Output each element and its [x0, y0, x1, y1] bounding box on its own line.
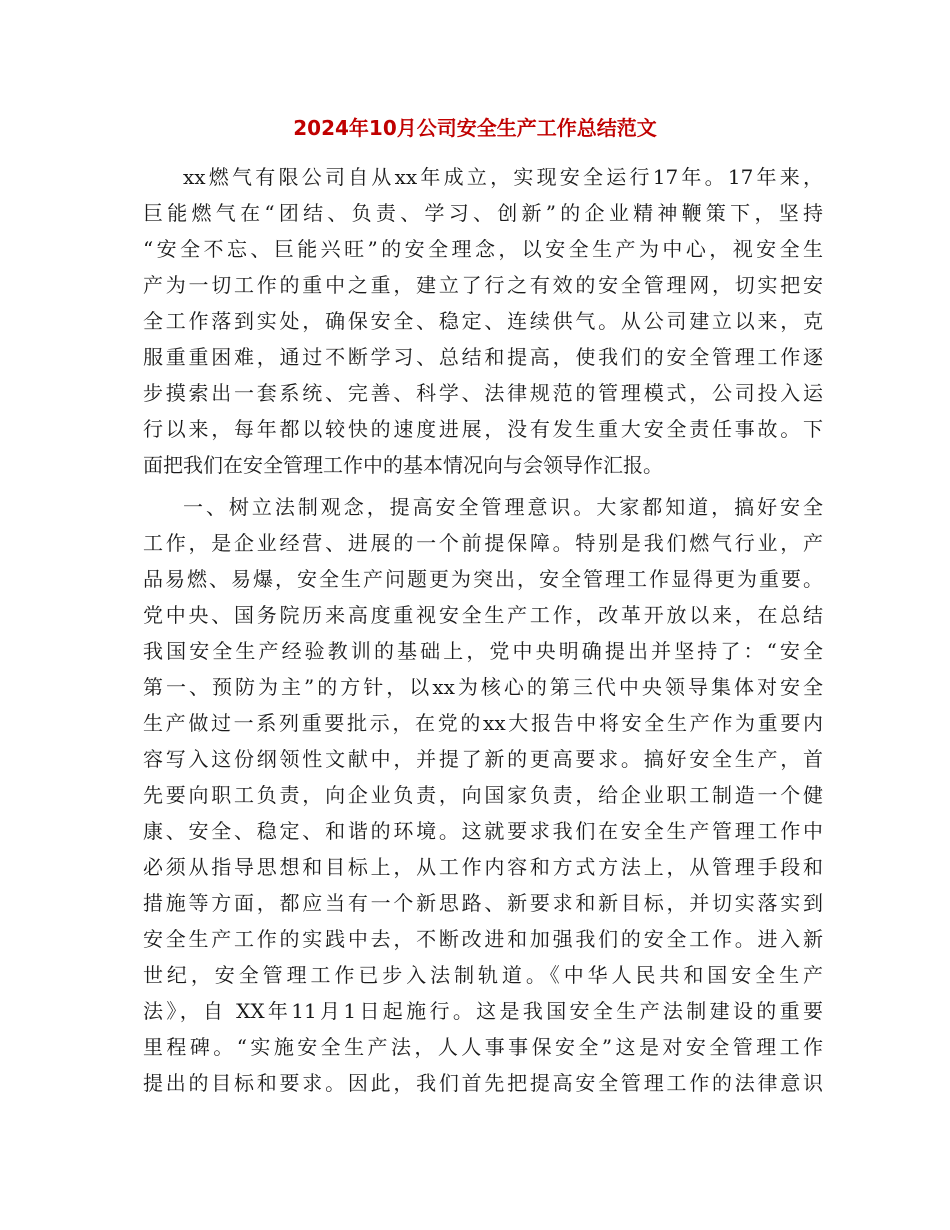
text-line: 步摸索出一套系统、完善、科学、法律规范的管理模式，公司投入运	[143, 381, 823, 405]
text-line: 里程碑。“实施安全生产法，人人事事保安全”这是对安全管理工作	[143, 1035, 823, 1059]
text-line: 提出的目标和要求。因此，我们首先把提高安全管理工作的法律意识	[143, 1071, 823, 1095]
text-line: 产为一切工作的重中之重，建立了行之有效的安全管理网，切实把安	[143, 273, 823, 297]
text-line: 工作，是企业经营、进展的一个前提保障。特别是我们燃气行业，产	[143, 531, 823, 555]
text-line: 品易燃、易爆，安全生产问题更为突出，安全管理工作显得更为重要。	[143, 567, 823, 591]
text-line: 措施等方面，都应当有一个新思路、新要求和新目标，并切实落实到	[143, 891, 823, 915]
text-line: 我国安全生产经验教训的基础上，党中央明确提出并坚持了：“安全	[143, 639, 823, 663]
text-line: 容写入这份纲领性文献中，并提了新的更高要求。搞好安全生产，首	[143, 747, 823, 771]
text-line: 面把我们在安全管理工作中的基本情况向与会领导作汇报。	[143, 453, 663, 477]
text-line: 行以来，每年都以较快的速度进展，没有发生重大安全责任事故。下	[143, 417, 823, 441]
text-line: 生产做过一系列重要批示，在党的xx大报告中将安全生产作为重要内	[143, 711, 823, 735]
text-line: 党中央、国务院历来高度重视安全生产工作，改革开放以来，在总结	[143, 603, 823, 627]
text-line: 必须从指导思想和目标上，从工作内容和方式方法上，从管理手段和	[143, 855, 823, 879]
document-title: 2024年10月公司安全生产工作总结范文	[293, 116, 657, 140]
text-line: 巨能燃气在“团结、负责、学习、创新”的企业精神鞭策下，坚持	[143, 201, 823, 225]
text-line: 法》，自 XX年11月1日起施行。这是我国安全生产法制建设的重要	[143, 999, 823, 1023]
text-line: 全工作落到实处，确保安全、稳定、连续供气。从公司建立以来，克	[143, 309, 823, 333]
text-line: 第一、预防为主”的方针，以xx为核心的第三代中央领导集体对安全	[143, 675, 823, 699]
text-line: 服重重困难，通过不断学习、总结和提高，使我们的安全管理工作逐	[143, 345, 823, 369]
text-line: “安全不忘、巨能兴旺”的安全理念，以安全生产为中心，视安全生	[143, 237, 823, 261]
text-line: 一、树立法制观念，提高安全管理意识。大家都知道，搞好安全	[183, 495, 823, 519]
text-line: 康、安全、稳定、和谐的环境。这就要求我们在安全生产管理工作中	[143, 819, 823, 843]
text-line: xx燃气有限公司自从xx年成立，实现安全运行17年。17年来，	[183, 165, 823, 189]
text-line: 世纪，安全管理工作已步入法制轨道。《中华人民共和国安全生产	[143, 963, 823, 987]
text-line: 先要向职工负责，向企业负责，向国家负责，给企业职工制造一个健	[143, 783, 823, 807]
text-line: 安全生产工作的实践中去，不断改进和加强我们的安全工作。进入新	[143, 927, 823, 951]
